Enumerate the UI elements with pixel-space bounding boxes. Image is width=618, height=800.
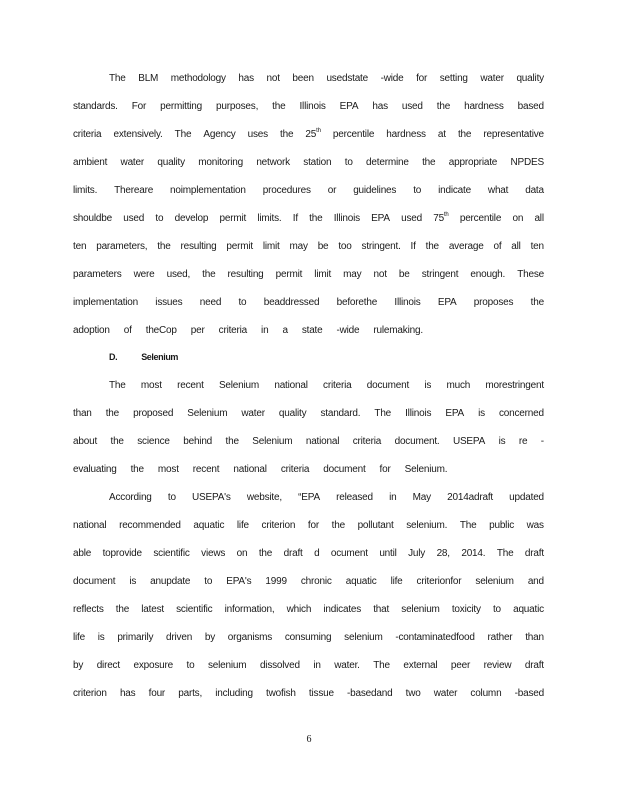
text-line: life is primarily driven by organisms consuming selenium -contaminatedfood rather than — [73, 632, 544, 643]
text-line: According to USEPA's website, “EPA released in May 2014adraft updated — [109, 492, 544, 503]
text-line: ten parameters, the resulting permit limit may be too stringent. If the average of all ten — [73, 241, 544, 252]
text-line: national recommended aquatic life criterion for the pollutant selenium. The public was — [73, 520, 544, 531]
text-line: parameters were used, the resulting permit limit may not be stringent enough. These — [73, 269, 544, 280]
ordinal-superscript: th — [443, 212, 449, 218]
text-line: The most recent Selenium national criteria document is much morestringent — [109, 380, 544, 391]
text-line: evaluating the most recent national criteria document for Selenium. — [73, 464, 448, 475]
text-line: criterion has four parts, including twofish tissue -basedand two water column -based — [73, 688, 544, 699]
text-line: standards. For permitting purposes, the Illinois EPA has used the hardness based — [73, 101, 544, 112]
section-title: Selenium — [141, 352, 179, 362]
text-line: document is anupdate to EPA's 1999 chronic aquatic life criterionfor selenium and — [73, 576, 544, 587]
ordinal-superscript: th — [316, 128, 321, 134]
text-line: implementation issues need to beaddressed beforethe Illinois EPA proposes the — [73, 297, 544, 308]
text-line: criteria extensively. The Agency uses the 25th percentile hardness at the representative — [73, 128, 544, 140]
text-line: shouldbe used to develop permit limits. If the Illinois EPA used 75th percentile on all — [73, 212, 544, 224]
text-line: than the proposed Selenium water quality standard. The Illinois EPA is concerned — [73, 408, 544, 419]
text-line: limits. Thereare noimplementation procedures or guidelines to indicate what data — [73, 185, 544, 196]
section-heading — [109, 352, 178, 362]
section-letter: D. — [109, 352, 118, 362]
text-line: by direct exposure to selenium dissolved in water. The external peer review draft — [73, 660, 544, 671]
page-number: 6 — [306, 734, 312, 745]
text-line: about the science behind the Selenium national criteria document. USEPA is re - — [73, 436, 544, 447]
text-line: adoption of theCop per criteria in a state -wide rulemaking. — [73, 325, 423, 336]
text-line: The BLM methodology has not been usedstate -wide for setting water quality — [109, 73, 544, 84]
text-line: able toprovide scientific views on the draft d ocument until July 28, 2014. The draft — [73, 548, 544, 559]
text-line: ambient water quality monitoring network station to determine the appropriate NPDES — [73, 157, 544, 168]
text-line: reflects the latest scientific information, which indicates that selenium toxicity to aquatic — [73, 604, 544, 615]
